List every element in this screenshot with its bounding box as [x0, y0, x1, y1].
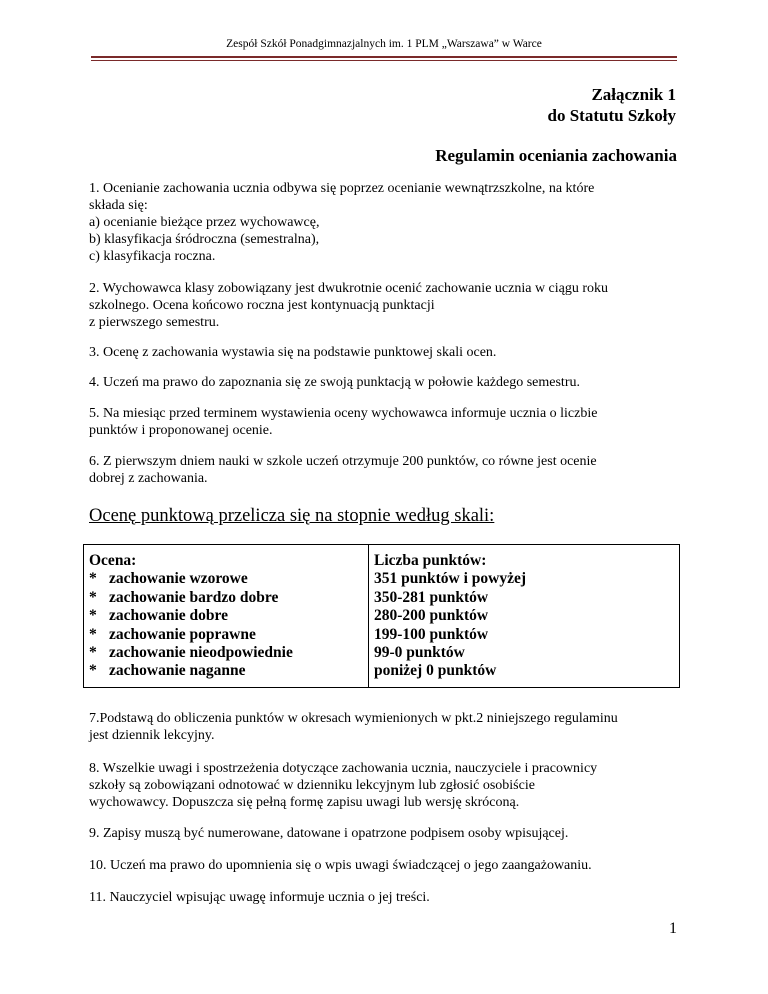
- points-header: Liczba punktów:: [374, 552, 487, 569]
- points-column: [369, 545, 680, 688]
- text-line: a) ocenianie bieżące przez wychowawcę,: [89, 215, 320, 230]
- text-line: składa się:: [89, 198, 148, 213]
- text-line: 3. Ocenę z zachowania wystawia się na podstawie punktowej skali ocen.: [89, 345, 497, 360]
- annex-label: [548, 84, 676, 126]
- paragraph-4: [89, 374, 689, 391]
- text-line: 4. Uczeń ma prawo do zapoznania się ze swoją punktacją w połowie każdego semestru.: [89, 375, 580, 390]
- text-line: dobrej z zachowania.: [89, 471, 208, 486]
- points-value: 99-0 punktów: [374, 644, 465, 662]
- grade-name: zachowanie wzorowe: [109, 570, 248, 588]
- grade-scale-table: [83, 544, 680, 688]
- paragraph-1: [89, 180, 689, 265]
- points-value: 351 punktów i powyżej: [374, 570, 527, 588]
- scale-heading: Ocenę punktową przelicza się na stopnie według skali:: [89, 506, 495, 526]
- paragraph-3: [89, 344, 689, 361]
- bullet: *: [89, 607, 97, 625]
- grade-column: [84, 545, 369, 688]
- bullet: *: [89, 625, 97, 643]
- grade-name: zachowanie dobre: [109, 607, 228, 625]
- paragraph-5: [89, 405, 689, 439]
- text-line: wychowawcy. Dopuszcza się pełną formę zapisu uwagi lub wersję skróconą.: [89, 795, 520, 810]
- paragraph-6: [89, 453, 689, 487]
- bullet: *: [89, 570, 97, 588]
- paragraph-9: [89, 825, 689, 842]
- paragraph-10: [89, 857, 689, 874]
- text-line: 10. Uczeń ma prawo do upomnienia się o wpis uwagi świadczącej o jego zaangażowaniu.: [89, 858, 592, 873]
- points-value: poniżej 0 punktów: [374, 662, 497, 680]
- text-line: 11. Nauczyciel wpisując uwagę informuje ucznia o jej treści.: [89, 890, 430, 905]
- grade-name: zachowanie nieodpowiednie: [109, 644, 293, 662]
- header-rule: [91, 56, 677, 58]
- text-line: szkoły są zobowiązani odnotować w dzienniku lekcyjnym lub zgłosić osobiście: [89, 778, 535, 793]
- annex-line-1: Załącznik 1: [591, 85, 676, 104]
- text-line: 6. Z pierwszym dniem nauki w szkole uczeń otrzymuje 200 punktów, co równe jest ocenie: [89, 454, 597, 469]
- text-line: 9. Zapisy muszą być numerowane, datowane i opatrzone podpisem osoby wpisującej.: [89, 826, 569, 841]
- points-value: 280-200 punktów: [374, 607, 489, 625]
- text-line: szkolnego. Ocena końcowo roczna jest kontynuacją punktacji: [89, 298, 435, 313]
- paragraph-7: [89, 710, 689, 744]
- bullet: *: [89, 588, 97, 606]
- grade-item: [89, 607, 364, 625]
- grade-name: zachowanie bardzo dobre: [109, 588, 279, 606]
- text-line: b) klasyfikacja śródroczna (semestralna),: [89, 232, 320, 247]
- grade-item: [89, 589, 364, 607]
- text-line: 2. Wychowawca klasy zobowiązany jest dwukrotnie ocenić zachowanie ucznia w ciągu roku: [89, 281, 609, 296]
- header-rule-thin: [91, 60, 677, 61]
- text-line: 1. Ocenianie zachowania ucznia odbywa się poprzez ocenianie wewnątrzszkolne, na które: [89, 181, 595, 196]
- school-header: Zespół Szkół Ponadgimnazjalnych im. 1 PLM „Warszawa” w Warce: [226, 38, 542, 50]
- grade-item: [89, 644, 364, 662]
- paragraph-2: [89, 280, 689, 331]
- text-line: 5. Na miesiąc przed terminem wystawienia oceny wychowawca informuje ucznia o liczbie: [89, 406, 598, 421]
- grade-name: zachowanie poprawne: [109, 625, 256, 643]
- points-value: 199-100 punktów: [374, 625, 489, 643]
- annex-line-2: do Statutu Szkoły: [547, 106, 676, 125]
- text-line: 7.Podstawą do obliczenia punktów w okresach wymienionych w pkt.2 niniejszego regulaminu: [89, 711, 618, 726]
- table-row: [84, 545, 680, 688]
- document-title: Regulamin oceniania zachowania: [435, 146, 677, 165]
- paragraph-8: [89, 760, 689, 811]
- points-value: 350-281 punktów: [374, 588, 489, 606]
- text-line: 8. Wszelkie uwagi i spostrzeżenia dotyczące zachowania ucznia, nauczyciele i pracownicy: [89, 761, 598, 776]
- grade-name: zachowanie naganne: [109, 662, 246, 680]
- grade-item: [89, 626, 364, 644]
- grade-header: Ocena:: [89, 552, 137, 569]
- bullet: *: [89, 662, 97, 680]
- grade-item: [89, 662, 364, 680]
- text-line: c) klasyfikacja roczna.: [89, 249, 216, 264]
- paragraph-11: [89, 889, 689, 906]
- text-line: z pierwszego semestru.: [89, 315, 220, 330]
- grade-item: [89, 570, 364, 588]
- page-number: 1: [669, 920, 677, 937]
- text-line: jest dziennik lekcyjny.: [89, 728, 215, 743]
- bullet: *: [89, 644, 97, 662]
- text-line: punktów i proponowanej ocenie.: [89, 423, 273, 438]
